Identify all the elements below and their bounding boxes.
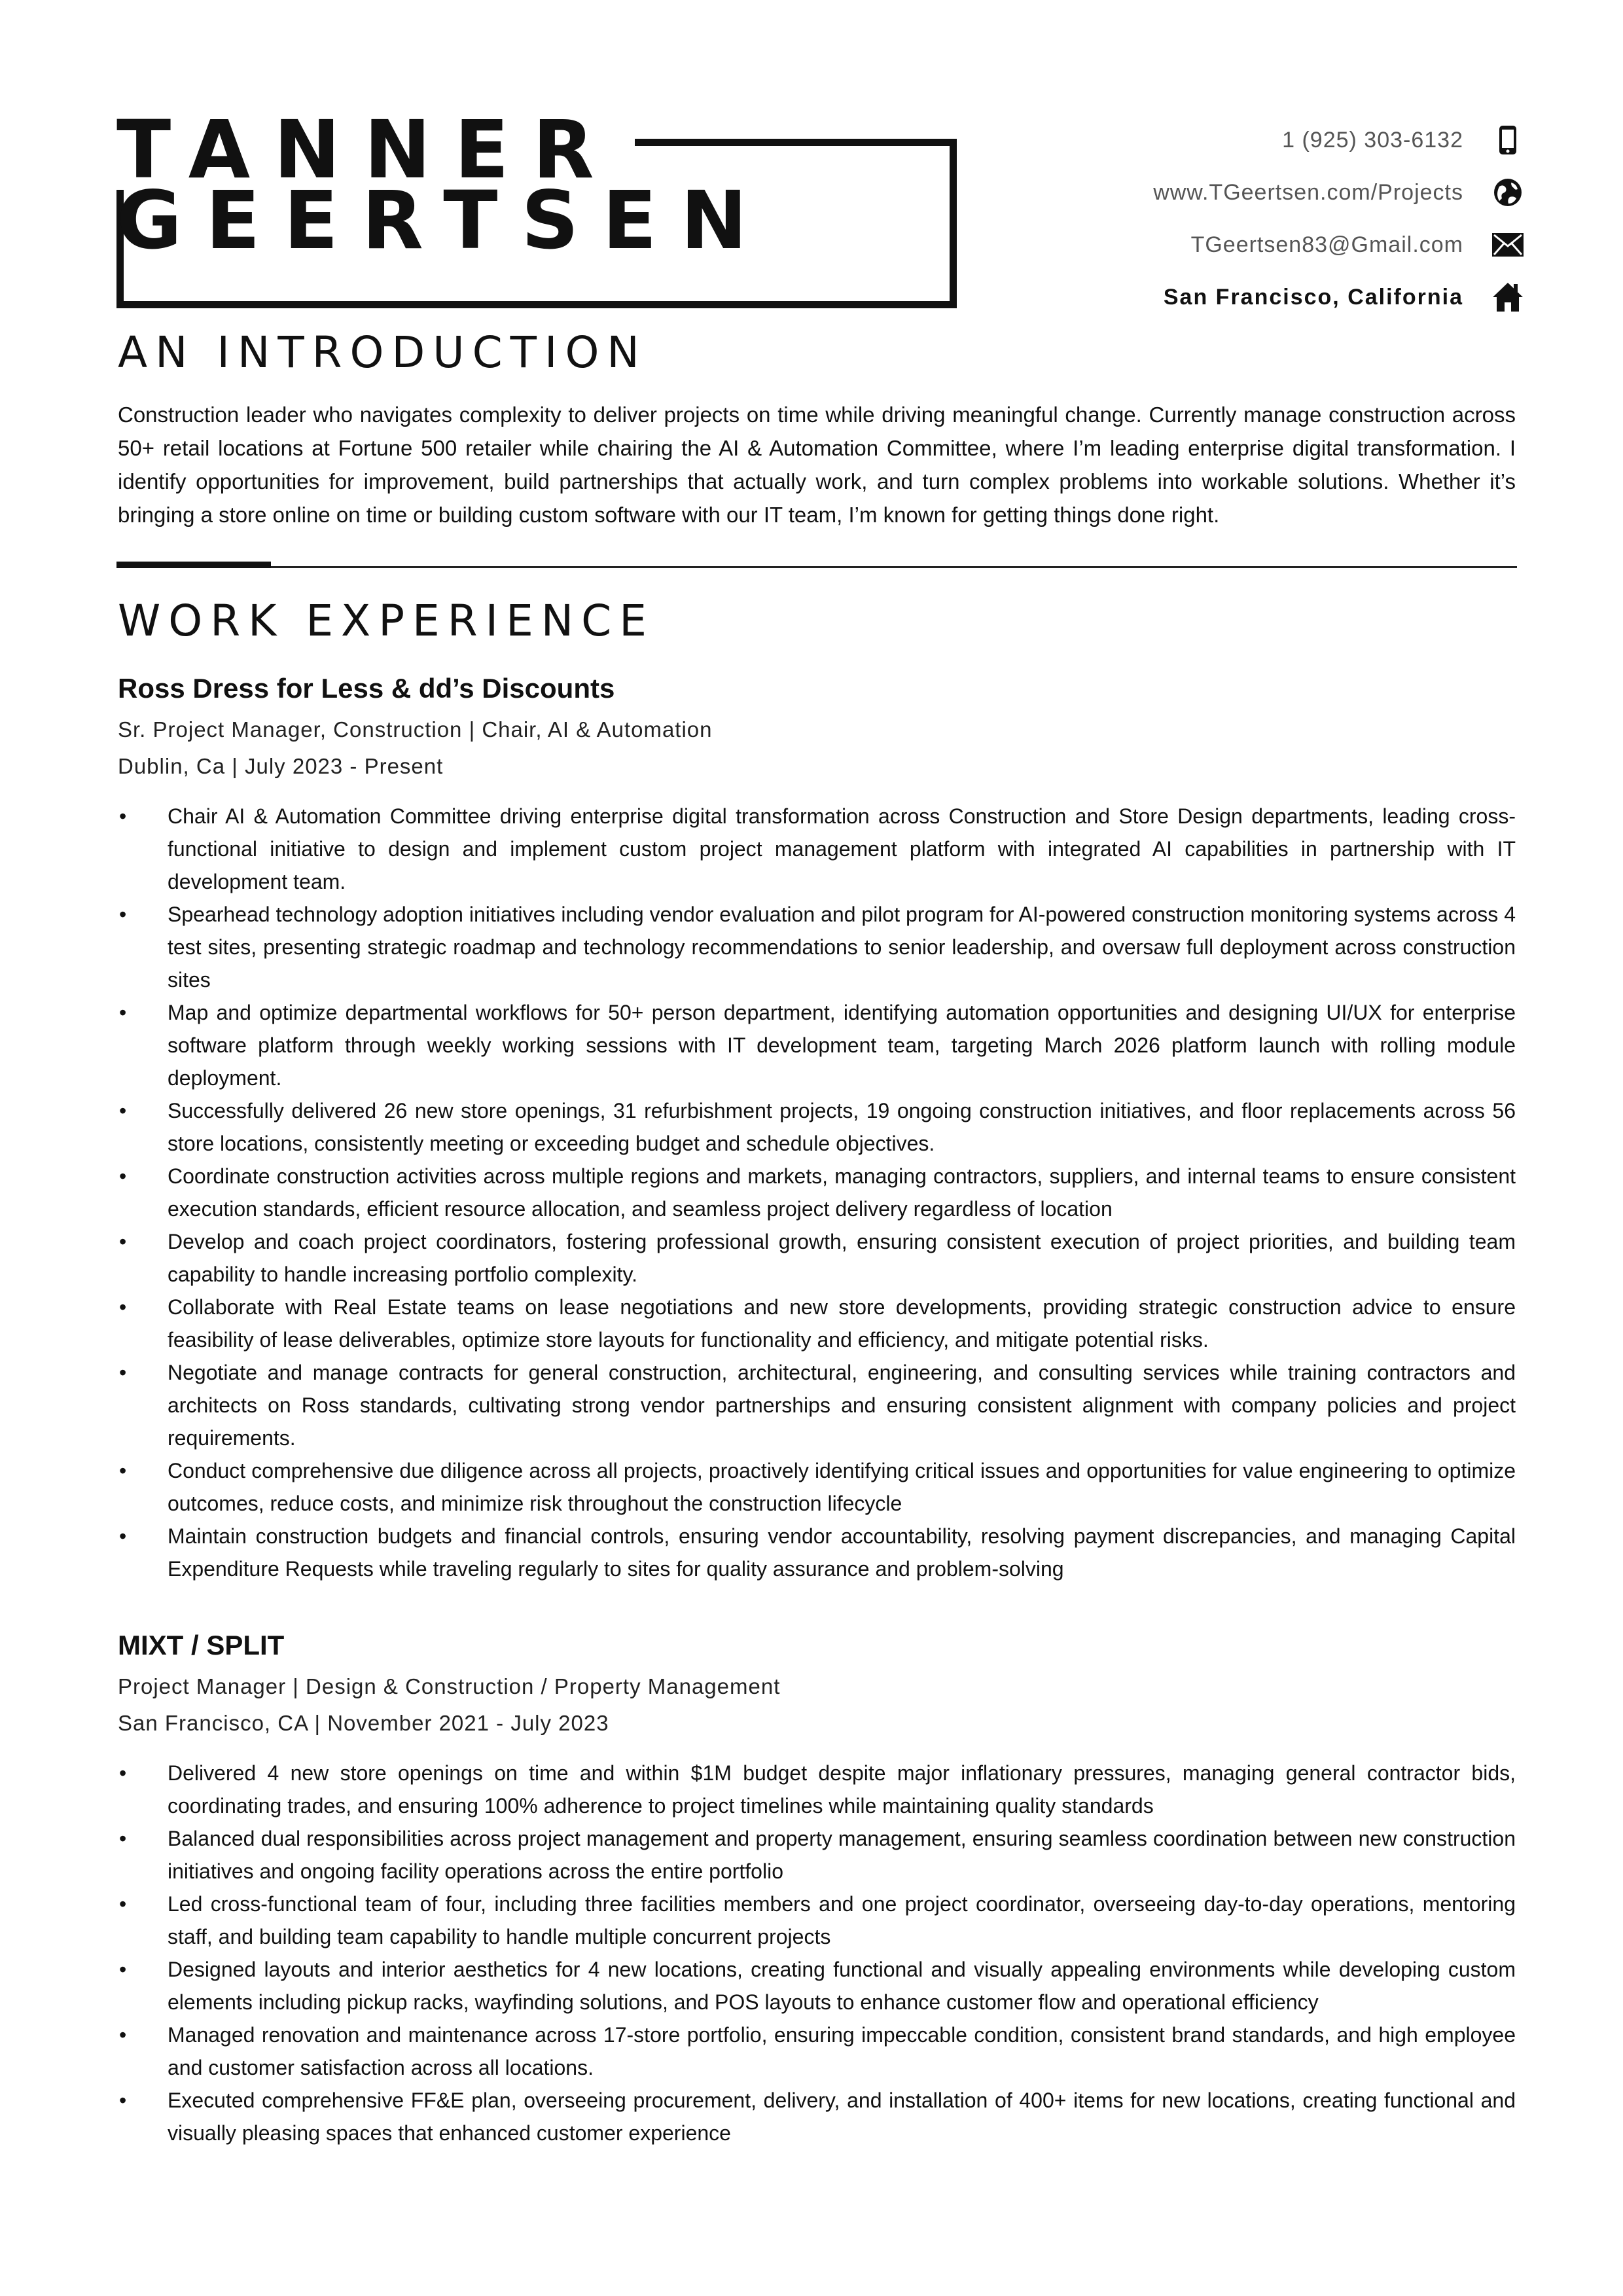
list-item: • Designed layouts and interior aesthetics for 4 new locations, creating functional and visually appealing environments while developing custom elements including pickup racks, wayfinding solutions, and POS layouts to enhance customer flow and operational efficiency	[119, 1958, 1516, 2014]
list-item: • Develop and coach project coordinators, fostering professional growth, ensuring consistent execution of project priorities, and building team capability to handle increasing portfolio complexity.	[119, 1230, 1516, 1286]
envelope-icon	[1491, 228, 1525, 262]
list-item: • Delivered 4 new store openings on time and within $1M budget despite major inflationary pressures, managing general contractor bids, coordinating trades, and ensuring 100% adherence to project timelines while maintaining quality standards	[119, 1761, 1516, 1818]
company-name: MIXT / SPLIT	[118, 1630, 285, 1660]
list-item: • Conduct comprehensive due diligence across all projects, proactively identifying critical issues and opportunities for value engineering to optimize outcomes, reduce costs, and minimize risk throughout the construction lifecycle	[119, 1459, 1516, 1515]
home-icon	[1491, 280, 1525, 314]
list-item: • Executed comprehensive FF&E plan, overseeing procurement, delivery, and installation of 400+ items for new locations, creating functional and visually pleasing spaces that enhanced customer experience	[119, 2089, 1516, 2145]
job-location-dates: Dublin, Ca | July 2023 - Present	[118, 754, 444, 778]
job-role: Sr. Project Manager, Construction | Chair, AI & Automation	[118, 717, 713, 742]
contact-phone-row	[936, 114, 1525, 166]
list-item: • Successfully delivered 26 new store openings, 31 refurbishment projects, 19 ongoing construction initiatives, and floor replacements across 56 store locations, consistently meeting or exceeding budget and schedule objectives.	[119, 1099, 1516, 1155]
list-item: • Collaborate with Real Estate teams on lease negotiations and new store developments, providing strategic construction advice to ensure feasibility of lease deliverables, optimize store layouts for functionality and efficiency, and mitigate potential risks.	[119, 1295, 1516, 1352]
experience-title: WORK EXPERIENCE	[118, 596, 654, 646]
intro-title: AN INTRODUCTION	[118, 327, 647, 378]
job-ross	[118, 673, 1516, 1585]
contact-location-row	[936, 271, 1525, 323]
name-frame-top	[607, 139, 950, 146]
phone-text: 1 (925) 303-6132	[1282, 127, 1463, 152]
contact-email-row	[936, 219, 1525, 271]
divider-thin	[271, 566, 1517, 568]
divider-thick	[116, 562, 271, 568]
list-item: • Led cross-functional team of four, including three facilities members and one project coordinator, overseeing day-to-day operations, mentoring staff, and building team capability to handle multiple concurrent projects	[119, 1892, 1516, 1948]
list-item: • Maintain construction budgets and financial controls, ensuring vendor accountability, resolving payment discrepancies, and managing Capital Expenditure Requests while traveling regularly to sites for quality assurance and problem-solving	[119, 1524, 1516, 1581]
list-item: • Coordinate construction activities across multiple regions and markets, managing contractors, suppliers, and internal teams to ensure consistent execution standards, efficient resource allocation, and seamless project delivery regardless of location	[119, 1164, 1516, 1221]
contact-website-row	[936, 166, 1525, 219]
list-item: • Balanced dual responsibilities across project management and property management, ensuring seamless coordination between new construction initiatives and ongoing facility operations across the entire portfolio	[119, 1827, 1516, 1883]
email-link[interactable]: TGeertsen83@Gmail.com	[1190, 232, 1463, 257]
first-name: TANNER	[116, 110, 635, 190]
company-name: Ross Dress for Less & dd’s Discounts	[118, 673, 615, 704]
phone-icon	[1491, 123, 1525, 157]
job-bullets	[118, 1757, 1516, 2149]
job-role: Project Manager | Design & Construction / Property Management	[118, 1674, 781, 1698]
list-item: • Managed renovation and maintenance across 17-store portfolio, ensuring impeccable condition, consistent brand standards, and high employee and customer satisfaction across all locations.	[119, 2023, 1516, 2079]
last-name: GEERTSEN	[116, 174, 771, 267]
website-link[interactable]: www.TGeertsen.com/Projects	[1153, 179, 1463, 205]
globe-icon	[1491, 175, 1525, 209]
job-mixt	[118, 1630, 1516, 2149]
list-item: • Spearhead technology adoption initiatives including vendor evaluation and pilot program for AI-powered construction monitoring systems across 4 test sites, presenting strategic roadmap and technology recommendations to senior leadership, and oversaw full deployment across construction sites	[119, 903, 1516, 992]
location-text: San Francisco, California	[1163, 284, 1463, 310]
list-item: • Chair AI & Automation Committee driving enterprise digital transformation across Construction and Store Design departments, leading cross-functional initiative to design and implement custom project management platform with integrated AI capabilities in partnership with IT development team.	[119, 804, 1516, 893]
list-item: • Map and optimize departmental workflows for 50+ person department, identifying automation opportunities and designing UI/UX for enterprise software platform through weekly working sessions with IT development team, targeting March 2026 platform launch with rolling module deployment.	[119, 1001, 1516, 1090]
name-block	[116, 103, 948, 305]
contact-block	[936, 114, 1525, 323]
job-location-dates: San Francisco, CA | November 2021 - July 2023	[118, 1711, 609, 1735]
job-bullets	[118, 800, 1516, 1585]
intro-body: Construction leader who navigates complexity to deliver projects on time while driving meaningful change. Currently manage construction across 50+ retail locations at Fortune 500 retailer while chairing the AI & Automation Committee, where I’m leading enterprise digital transformation. I identify opportunities for improvement, build partnerships that actually work, and turn complex problems into workable solutions. Whether it’s bringing a store online on time or building custom software with our IT team, I’m known for getting things done right.	[118, 403, 1516, 527]
list-item: • Negotiate and manage contracts for general construction, architectural, engineering, and consulting services while training contractors and architects on Ross standards, cultivating strong vendor partnerships and ensuring consistent alignment with company policies and project requirements.	[119, 1361, 1516, 1450]
